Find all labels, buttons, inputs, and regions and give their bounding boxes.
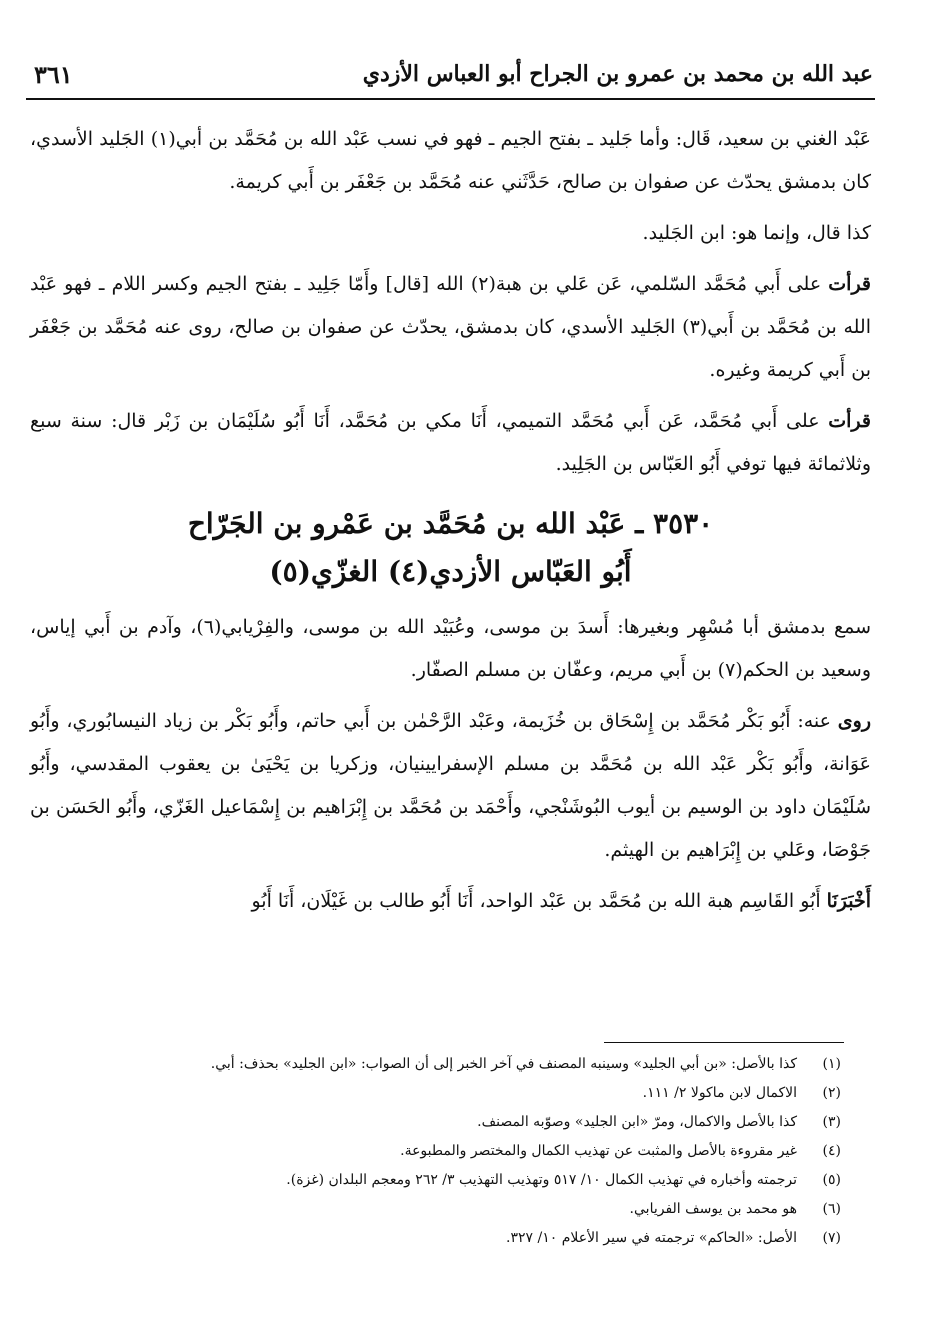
paragraph-lead: روى [837,710,871,732]
paragraph [30,880,871,923]
page-number: ٣٦١ [34,59,73,89]
footnote-number: (٧) [822,1230,841,1246]
biography-heading [30,500,871,596]
footnote [60,1079,841,1108]
footnote-rule [604,1042,844,1043]
paragraph-text: عنه: أَبُو بَكْر مُحَمَّد بن إِسْحَاق بن خُزَيمة، وعَبْد الرَّحْمٰن بن أَبي حاتم، وأَبُو بَكْر بن زياد النيسابُوري، وأَبُو عَوَانة، وأَبُو بَكْر عَبْد الله بن مُحَمَّد بن مسلم الإسفرايينيان، وزكريا بن يَحْيَىٰ بن يعقوب المقدسي، وأَبُو سُلَيْمَان داود بن الوسيم بن أيوب البُوشَنْجي، وأَحْمَد بن مُحَمَّد بن إِبْرَاهيم بن إِسْمَاعيل الغَزّي، وأَبُو الحَسَن بن جَوْصَا، وعَلي بن إِبْرَاهيم بن الهيثم. [30,710,871,861]
footnote [60,1166,841,1195]
footnote [60,1137,841,1166]
footnote-number: (٣) [822,1114,841,1130]
footnote-text: كذا بالأصل: «بن أبي الجليد» وسينبه المصنف في آخر الخبر إلى أن الصواب: «ابن الجليد» بحذف: أبي. [210,1056,797,1072]
paragraph-lead: قرأت [828,273,872,295]
footnote-number: (١) [822,1056,841,1072]
footnote-text: الأصل: «الحاكم» ترجمته في سير الأعلام ١٠/ ٣٢٧. [506,1230,797,1246]
footnote [60,1050,841,1079]
footnote [60,1195,841,1224]
running-header [34,52,873,96]
paragraph-text: عَبْد الغني بن سعيد، قَال: وأما جَليد ـ بفتح الجيم ـ فهو في نسب عَبْد الله بن مُحَمَّد بن أبي(١) الجَليد الأسدي، كان بدمشق يحدّث عن صفوان بن صالح، حَدَّثَني عنه مُحَمَّد بن جَعْفَر بن أَبي كريمة. [30,128,872,193]
paragraph-text: سمع بدمشق أبا مُسْهِر وبغيرها: أَسدَ بن موسى، وعُبَيْد الله بن موسى، والفِرْيابي(٦)، وآدم بن أَبي إياس، وسعيد بن الحكم(٧) بن أَبي مريم، وعفّان بن مسلم الصفّار. [30,616,871,681]
footnote-text: كذا بالأصل والاكمال، ومرّ «ابن الجليد» وصوّبه المصنف. [477,1114,797,1130]
main-text [30,118,871,931]
biography-heading-line2: أَبُو العَبّاس الأزدي(٤) الغزّي(٥) [269,555,632,588]
header-rule [26,98,875,100]
footnote-text: ترجمته وأخباره في تهذيب الكمال ١٠/ ٥١٧ وتهذيب التهذيب ٣/ ٢٦٢ ومعجم البلدان (غزة). [286,1172,797,1188]
running-title: عبد الله بن محمد بن عمرو بن الجراح أبو العباس الأزدي [362,61,873,87]
footnote [60,1224,841,1253]
paragraph-text: على أَبي مُحَمَّد، عَن أَبي مُحَمَّد التميمي، أَنَا مكي بن مُحَمَّد، أَنَا أَبُو سُلَيْمَان بن زَبْر قال: سنة سبع وثلاثمائة فيها توفي أَبُو العَبّاس بن الجَلِيد. [30,410,871,475]
biography-heading-line1: ٣٥٣٠ ـ عَبْد الله بن مُحَمَّد بن عَمْرو بن الجَرّاح [187,507,714,540]
footnotes [60,1050,841,1253]
paragraph [30,212,871,255]
paragraph-text: على أَبي مُحَمَّد السّلمي، عَن عَلي بن هبة(٢) الله [قال] وأَمّا جَلِيد ـ بفتح الجيم وكسر اللام ـ فهو عَبْد الله بن مُحَمَّد بن أَبي(٣) الجَليد الأسدي، كان بدمشق، يحدّث عن صفوان بن صالح، روى عنه مُحَمَّد بن جَعْفَر بن أَبي كريمة وغيره. [30,273,872,381]
footnote-number: (٦) [822,1201,841,1217]
footnote-number: (٢) [822,1085,841,1101]
footnote [60,1108,841,1137]
paragraph-lead: قرأت [828,410,871,432]
footnote-text: هو محمد بن يوسف الفريابي. [629,1201,797,1217]
paragraph [30,118,871,204]
paragraph [30,606,871,692]
paragraph [30,263,871,392]
paragraph-text: أَبُو القَاسِم هبة الله بن مُحَمَّد بن عَبْد الواحد، أَنَا أَبُو طالب بن غَيْلَان، أَنَا أَبُو [251,890,821,912]
footnote-number: (٥) [822,1172,841,1188]
paragraph-text: كذا قال، وإنما هو: ابن الجَليد. [642,222,871,244]
footnote-number: (٤) [822,1143,841,1159]
paragraph-lead: أَخْبَرَنَا [826,890,871,912]
footnote-text: غير مقروءة بالأصل والمثبت عن تهذيب الكمال والمختصر والمطبوعة. [400,1143,797,1159]
paragraph [30,400,871,486]
footnote-text: الاكمال لابن ماكولا ٢/ ١١١. [642,1085,797,1101]
paragraph [30,700,871,872]
